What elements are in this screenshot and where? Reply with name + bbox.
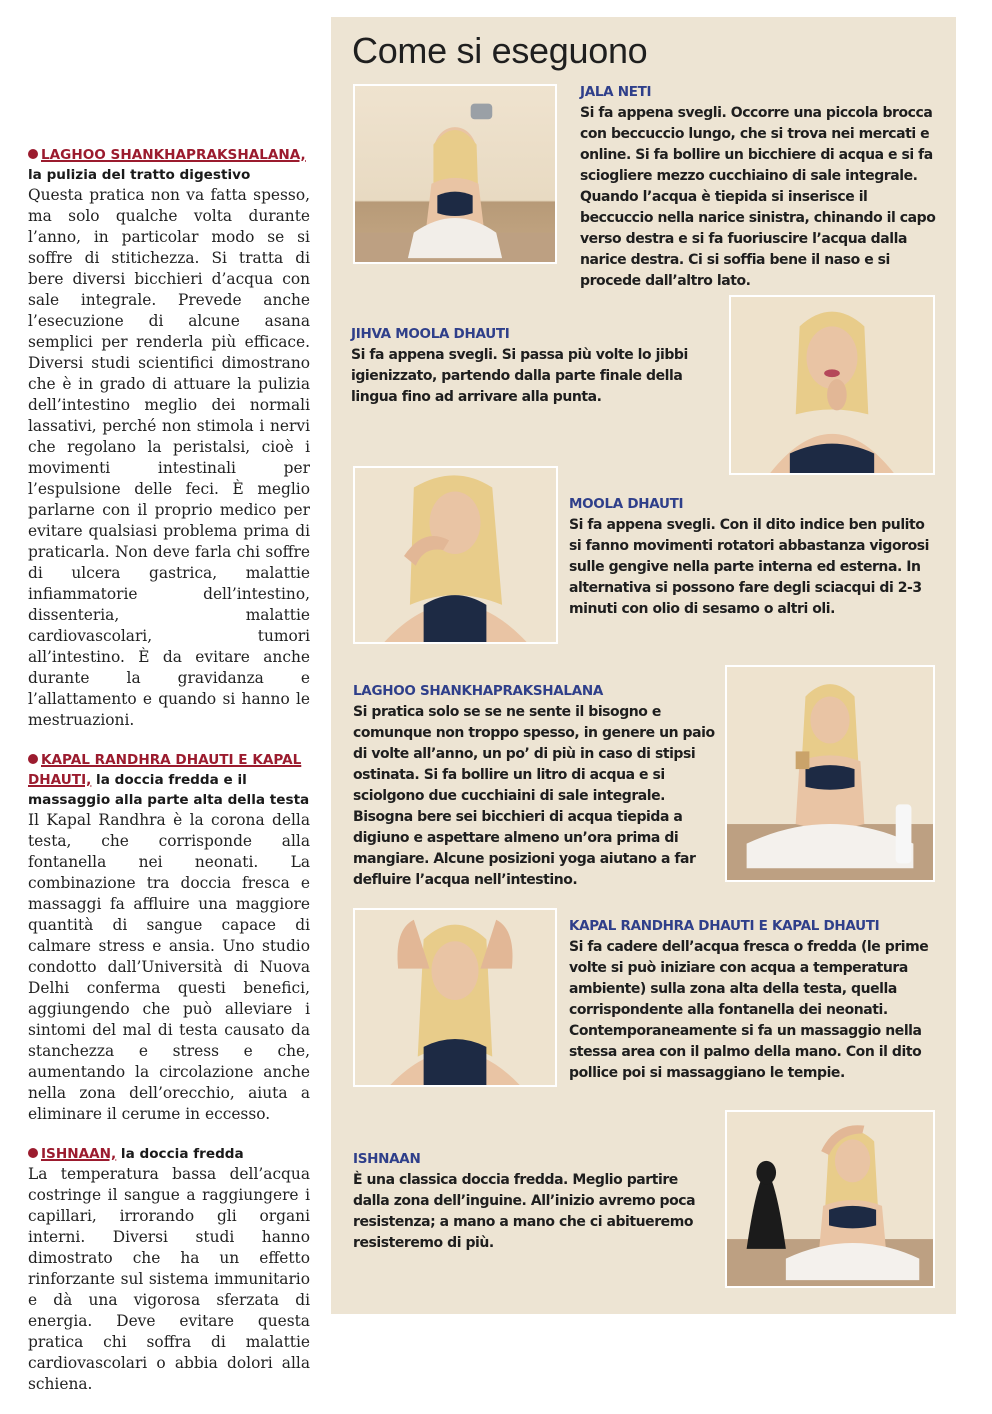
bullet-icon — [28, 1148, 38, 1158]
section-heading — [28, 145, 310, 185]
item-heading: LAGHOO SHANKHAPRAKSHALANA — [353, 683, 604, 699]
photo-jala-neti — [353, 84, 557, 264]
item-kapal-randhra-dhauti — [569, 916, 939, 1084]
bullet-icon — [28, 754, 38, 764]
photo-moola-dhauti — [353, 466, 558, 644]
section-heading — [28, 750, 310, 810]
section-keyword: LAGHOO SHANKHAPRAKSHALANA, — [41, 147, 306, 163]
section-laghoo — [28, 145, 310, 731]
item-text: Si fa appena svegli. Si passa più volte lo jibbi igienizzato, partendo dalla parte finale della lingua fino ad arrivare alla punta. — [351, 347, 688, 405]
item-heading: MOOLA DHAUTI — [569, 496, 684, 512]
item-text: Si pratica solo se se ne sente il bisogno e comunque non troppo spesso, in genere un paio di volte all’anno, un po’ di più in caso di stipsi ostinata. Si fa bollire un litro di acqua e si sciolgono due cucchiaini di sale integrale. Bisogna bere sei bicchieri di acqua tiepida a digiuno e aspettare almeno un’ora prima di mangiare. Alcune posizioni yoga aiutano a far defluire l’acqua nell’intestino. — [353, 704, 715, 888]
section-body: Questa pratica non va fatta spesso, ma solo qualche volta durante l’anno, in particolar modo se si soffre di stitichezza. Si tratta di bere diversi bicchieri d’acqua con sale integrale. Prevede anche l’esecuzione di alcune asana semplici per renderla più efficace. Diversi studi scientifici dimostrano che è in grado di attuare la pulizia dell’intestino meglio dei normali lassativi, perché non stimola i nervi che regolano la peristalsi, cioè i movimenti intestinali per l’espulsione delle feci. È meglio parlarne con il proprio medico per evitare qualsiasi problema prima di praticarla. Non deve farla chi soffre di ulcera gastrica, malattie infiammatorie dell’intestino, dissenteria, malattie cardiovascolari, tumori all’intestino. È da evitare anche durante la gravidanza e l’allattamento e quando si hanno le mestruazioni. — [28, 186, 310, 729]
photo-ishnaan — [725, 1110, 935, 1288]
item-heading: KAPAL RANDHRA DHAUTI E KAPAL DHAUTI — [569, 918, 880, 934]
item-heading: JIHVA MOOLA DHAUTI — [351, 326, 510, 342]
section-subtitle: la doccia fredda — [120, 1146, 244, 1162]
item-laghoo-shankhaprakshalana — [353, 681, 723, 891]
section-keyword: ISHNAAN, — [41, 1146, 117, 1162]
photo-jihva-moola-dhauti — [729, 295, 935, 475]
item-text: È una classica doccia fredda. Meglio partire dalla zona dell’inguine. All’inizio avremo poca resistenza; a mano a mano che ci abitueremo resisteremo di più. — [353, 1172, 696, 1251]
section-ishnaan — [28, 1144, 310, 1395]
item-text: Si fa appena svegli. Occorre una piccola brocca con beccuccio lungo, che si trova nei mercati e online. Si fa bollire un bicchiere di acqua e si fa sciogliere mezzo cucchiaino di sale integrale. Quando l’acqua è tiepida si inserisce il beccuccio nella narice sinistra, chinando il capo verso destra e si fa fuoriuscire l’acqua dalla narice destra. Ci si soffia bene il naso e si procede dall’altro lato. — [580, 105, 936, 289]
item-ishnaan — [353, 1149, 718, 1254]
section-body: Il Kapal Randhra è la corona della testa, che corrisponde alla fontanella nei neonati. La combinazione tra doccia fresca e massaggi fa affluire una maggiore quantità di sangue capace di calmare stress e ansia. Uno studio condotto dall’Università di Nuova Delhi conferma questi benefici, aggiungendo che può alleviare i sintomi del mal di testa causato da stanchezza e stress e che, aumentando la circolazione anche nella zona dell’orecchio, aiuta a eliminare il cerume in eccesso. — [28, 811, 310, 1123]
section-body: La temperatura bassa dell’acqua costringe il sangue a raggiungere i capillari, irrorando gli organi interni. Diversi studi hanno dimostrato che ha un effetto rinforzante sul sistema immunitario e dà una vigorosa sferzata di energia. Deve evitare questa pratica chi soffra di malattie cardiovascolari o abbia dolori alla schiena. — [28, 1165, 310, 1393]
item-text: Si fa cadere dell’acqua fresca o fredda (le prime volte si può iniziare con acqua a temperatura ambiente) sulla zona alta della testa, quella corrispondente alla fontanella dei neonati. Contemporaneamente si fa un massaggio nella stessa area con il palmo della mano. Con il dito pollice poi si massaggiano le tempie. — [569, 939, 929, 1081]
item-text: Si fa appena svegli. Con il dito indice ben pulito si fanno movimenti rotatori abbastanza vigorosi sulle gengive nella parte interna ed esterna. In alternativa si possono fare degli sciacqui di 2-3 minuti con olio di sesamo o altri oli. — [569, 517, 929, 617]
photo-kapal-randhra-dhauti — [353, 908, 557, 1087]
item-jala-neti — [580, 82, 940, 292]
section-heading — [28, 1144, 310, 1164]
section-subtitle: la pulizia del tratto digestivo — [28, 167, 251, 183]
left-column — [28, 145, 310, 1414]
photo-laghoo-shankhaprakshalana — [725, 665, 935, 882]
item-jihva-moola-dhauti — [351, 324, 716, 408]
section-kapal — [28, 750, 310, 1125]
panel-title: Come si eseguono — [352, 30, 648, 71]
item-heading: JALA NETI — [580, 84, 652, 100]
bullet-icon — [28, 149, 38, 159]
item-moola-dhauti — [569, 494, 929, 620]
section-keyword: KAPAL RANDHRA DHAUTI E KAPAL DHAUTI, — [28, 752, 302, 788]
item-heading: ISHNAAN — [353, 1151, 421, 1167]
section-subtitle: la doccia fredda e il massaggio alla parte alta della testa — [28, 772, 310, 808]
